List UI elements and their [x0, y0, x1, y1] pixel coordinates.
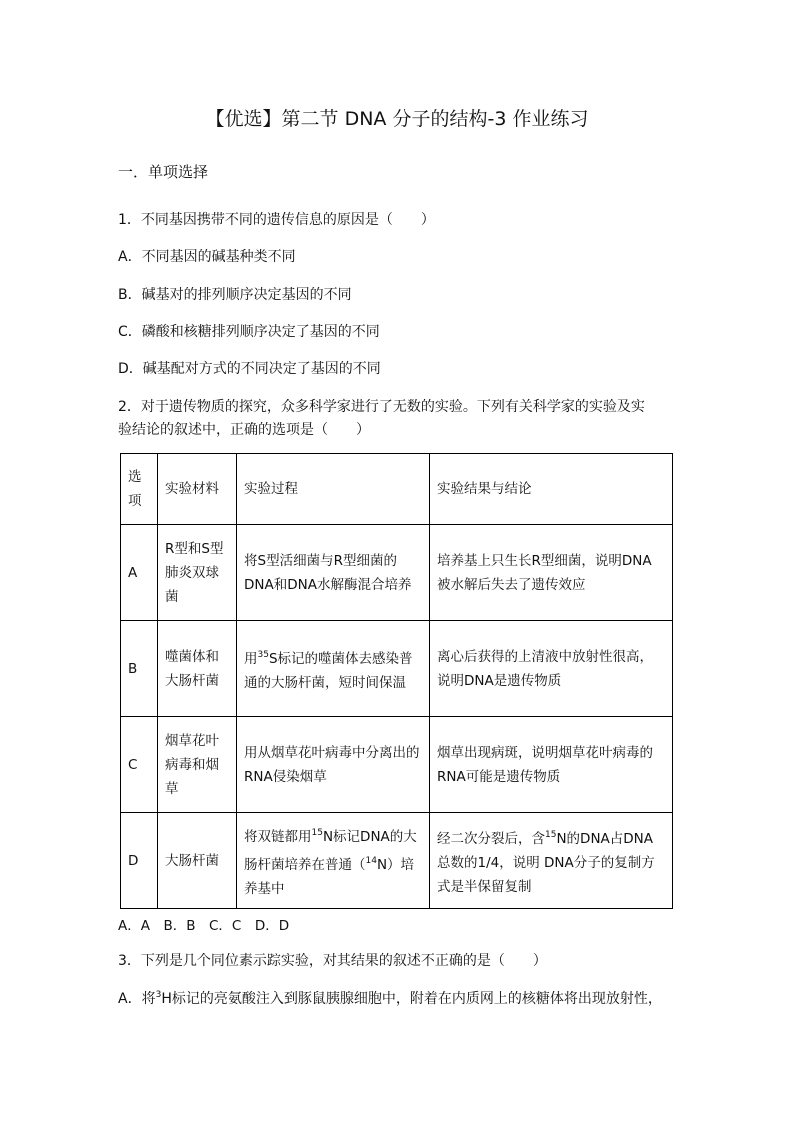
header-material: 实验材料 — [158, 454, 237, 525]
row-process: 用$^{35}$S标记的噬菌体去感染普通的大肠杆菌，短时间保温 — [237, 621, 430, 717]
row-process: 用从烟草花叶病毒中分离出的RNA侵染烟草 — [237, 717, 430, 813]
question-3-option-a: A．将$^3$H标记的亮氨酸注入到豚鼠胰腺细胞中，附着在内质网上的核糖体将出现放射性， — [118, 990, 662, 1007]
question-3-stem: 3．下列是几个同位素示踪实验，对其结果的叙述不正确的是（ ） — [118, 953, 547, 969]
row-option: A — [121, 525, 158, 621]
table-row — [121, 621, 673, 717]
section-heading: 一．单项选择 — [118, 163, 209, 181]
row-process: 将S型活细菌与R型细菌的DNA和DNA水解酶混合培养 — [237, 525, 430, 621]
row-option: B — [121, 621, 158, 717]
table-row — [121, 813, 673, 909]
header-result: 实验结果与结论 — [430, 454, 673, 525]
question-1-option-a: A．不同基因的碱基种类不同 — [118, 249, 296, 265]
row-option: D — [121, 813, 158, 909]
question-1-option-d: D．碱基配对方式的不同决定了基因的不同 — [118, 361, 381, 377]
question-2-stem-line2: 验结论的叙述中，正确的选项是（ ） — [118, 422, 370, 438]
experiment-table — [120, 453, 673, 909]
row-process: 将双链都用$^{15}$N标记DNA的大肠杆菌培养在普通（$^{14}$N）培养基中 — [237, 813, 430, 909]
row-result: 经二次分裂后，含$^{15}$N的DNA占DNA总数的1/4，说明 DNA分子的复制方式是半保留复制 — [430, 813, 673, 909]
question-1-option-b: B．碱基对的排列顺序决定基因的不同 — [118, 287, 352, 303]
header-process: 实验过程 — [237, 454, 430, 525]
question-2-answer-choices: A．A B．B C．C D．D — [118, 918, 290, 934]
row-result: 烟草出现病斑，说明烟草花叶病毒的RNA可能是遗传物质 — [430, 717, 673, 813]
row-option: C — [121, 717, 158, 813]
row-result: 离心后获得的上清液中放射性很高，说明DNA是遗传物质 — [430, 621, 673, 717]
question-2-stem-line1: 2．对于遗传物质的探究，众多科学家进行了无数的实验。下列有关科学家的实验及实 — [118, 399, 645, 415]
table-row — [121, 525, 673, 621]
row-material: R型和S型肺炎双球菌 — [158, 525, 237, 621]
table-header-row — [121, 454, 673, 525]
question-1-stem: 1．不同基因携带不同的遗传信息的原因是（ ） — [118, 212, 435, 228]
document-title: 【优选】第二节 DNA 分子的结构-3 作业练习 — [205, 108, 589, 130]
question-1-option-c: C．磷酸和核糖排列顺序决定了基因的不同 — [118, 324, 380, 340]
row-result: 培养基上只生长R型细菌，说明DNA被水解后失去了遗传效应 — [430, 525, 673, 621]
header-option: 选项 — [121, 454, 158, 525]
table-row — [121, 717, 673, 813]
row-material: 大肠杆菌 — [158, 813, 237, 909]
row-material: 烟草花叶病毒和烟草 — [158, 717, 237, 813]
row-material: 噬菌体和大肠杆菌 — [158, 621, 237, 717]
